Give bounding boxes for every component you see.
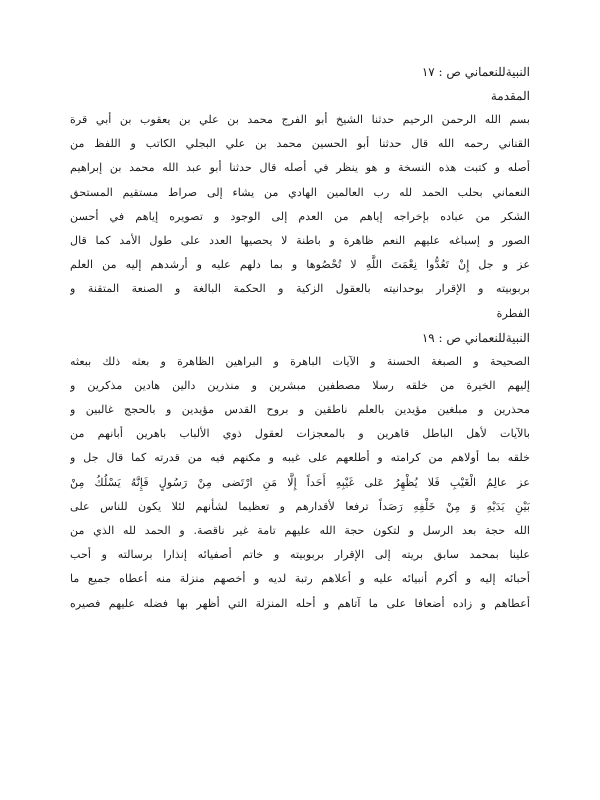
- document-page: [70, 60, 530, 740]
- section-subheading: المقدمة: [490, 89, 530, 103]
- text-line: أحبائه إليه و أكرم أنبيائه عليه و أعلاهم رتبة لديه و أخصهم منزلة منه أعطاه جميع ما: [70, 572, 530, 586]
- text-line: بسم الله الرحمن الرحيم حدثنا الشيخ أبو الفرج محمد بن علي بن يعقوب بن أبي قرة: [70, 113, 530, 126]
- text-line: الفطرة: [496, 306, 530, 320]
- text-line: القناني رحمه الله قال حدثنا أبو الحسين محمد بن علي البجلي الكاتب و اللفظ من: [70, 137, 530, 151]
- text-line: خلقه بما أولاهم من كرامته و أطلعهم على غيبه و مكنهم فيه من قدرته كما قال جل و: [70, 451, 530, 465]
- text-line: الشكر من عباده بإخراجه إياهم من العدم إلى الوجود و تصويره إياهم في أحسن: [70, 209, 530, 223]
- section-1: [70, 60, 530, 326]
- page-reference-heading: النبيةللنعماني ص : ١٧: [421, 65, 530, 79]
- page-reference-heading: النبيةللنعماني ص : ١٩: [421, 330, 530, 345]
- text-line: عز عالِمُ الْغَيْبِ فَلا يُظْهِرُ عَلى غَيْبِهِ أَحَداً إِلَّا مَنِ ارْتَضى مِنْ رَسُولٍ فَإِنَّهُ يَسْلُكُ مِنْ: [70, 475, 530, 489]
- text-line: الصحيحة و الصبغة الحسنة و الآيات الباهرة و البراهين الظاهرة و بعثه ذلك ببعثه: [70, 354, 530, 368]
- section-2: [70, 326, 530, 616]
- text-line: بربوبيته و الإقرار بوحدانيته بالعقول الزكية و الحكمة البالغة و الصنعة المتقنة و: [70, 282, 530, 296]
- text-line: علينا بمحمد سابق بريته إلى الإقرار بربوبيته و خاتم أصفيائه إنذارا برسالته و أحب: [70, 548, 530, 562]
- text-line: أصله و كتبت هذه النسخة و هو ينظر في أصله قال حدثنا أبو عبد الله محمد بن إبراهيم: [70, 161, 530, 175]
- text-line: عز و جل إِنْ تَعُدُّوا نِعْمَتَ اللَّهِ لا تُحْصُوها و بما دلهم عليه و أرشدهم إليه من العلم: [70, 258, 530, 272]
- text-line: أعطاهم و زاده أضعافا على ما آتاهم و أحله المنزلة التي أظهر بها فضله عليهم فصيره: [70, 596, 530, 610]
- text-line: بَيْنِ يَدَيْهِ وَ مِنْ خَلْفِهِ رَصَداً ترفعا لأقدارهم و تعظيما لشأنهم لئلا يكون للناس على: [70, 499, 530, 513]
- text-line: الله حجة بعد الرسل و لتكون حجة الله عليهم تامة غير ناقصة. و الحمد لله الذي من: [70, 524, 530, 537]
- text-line: محذرين و مبلغين مؤيدين بالعلم ناطقين و بروح القدس مؤيدين و بالحجج غالبين و: [70, 403, 530, 417]
- text-line: بالآيات لأهل الباطل قاهرين و بالمعجزات لعقول ذوي الألباب باهرين أبانهم من: [70, 427, 530, 441]
- text-line: الصور و إسباغه عليهم النعم ظاهرة و باطنة لا يحصيها العدد على طول الأمد كما قال: [70, 233, 530, 247]
- text-line: النعماني بحلب الحمد لله رب العالمين الهادي من يشاء إلى صراط مستقيم المستحق: [70, 185, 530, 199]
- text-line: إليهم الخيرة من خلقه رسلا مصطفين مبشرين و منذرين دالين هادين مذكرين و: [70, 378, 530, 392]
